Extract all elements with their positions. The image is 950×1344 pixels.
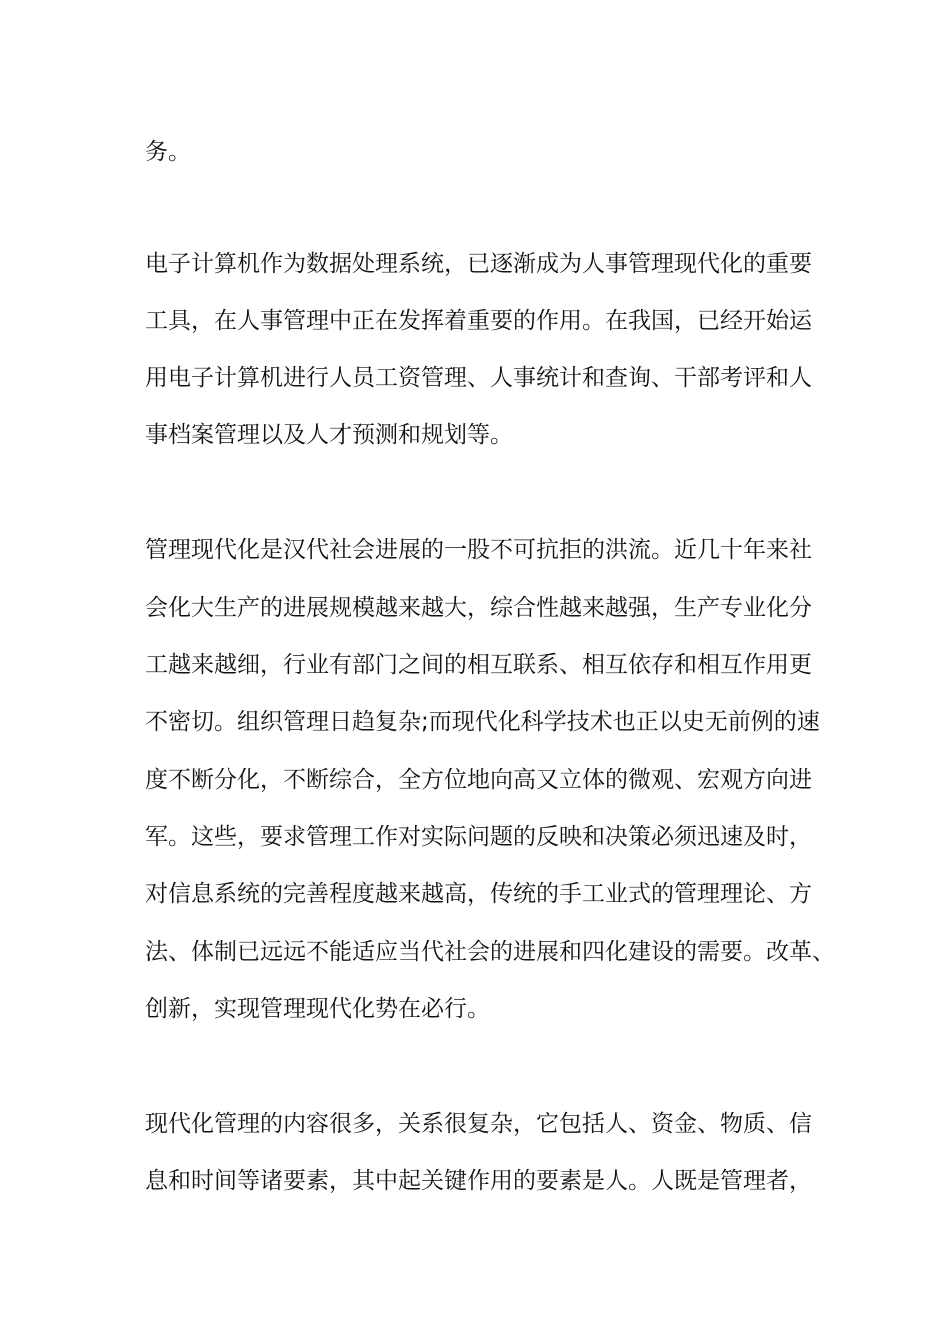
paragraph-3-line-7: 对信息系统的完善程度越来越高，传统的手工业式的管理理论、方: [145, 881, 812, 907]
paragraph-3-line-8: 法、体制已远远不能适应当代社会的进展和四化建设的需要。改革、: [145, 939, 835, 965]
paragraph-1-line-1: 务。: [145, 139, 191, 165]
paragraph-2-line-1: 电子计算机作为数据处理系统，已逐渐成为人事管理现代化的重要: [145, 251, 812, 277]
paragraph-3-line-1: 管理现代化是汉代社会进展的一股不可抗拒的洪流。近几十年来社: [145, 537, 812, 563]
paragraph-3-line-2: 会化大生产的进展规模越来越大，综合性越来越强，生产专业化分: [145, 595, 812, 621]
paragraph-2-line-3: 用电子计算机进行人员工资管理、人事统计和查询、干部考评和人: [145, 365, 812, 391]
paragraph-3-line-5: 度不断分化，不断综合，全方位地向高又立体的微观、宏观方向进: [145, 767, 812, 793]
paragraph-3-line-9: 创新，实现管理现代化势在必行。: [145, 996, 490, 1022]
paragraph-3-line-3: 工越来越细，行业有部门之间的相互联系、相互依存和相互作用更: [145, 652, 812, 678]
paragraph-3-line-4: 不密切。组织管理日趋复杂;而现代化科学技术也正以史无前例的速: [145, 709, 820, 735]
paragraph-3-line-6: 军。这些，要求管理工作对实际问题的反映和决策必须迅速及时，: [145, 824, 812, 850]
paragraph-4-line-1: 现代化管理的内容很多，关系很复杂，它包括人、资金、物质、信: [145, 1111, 812, 1137]
paragraph-2-line-2: 工具，在人事管理中正在发挥着重要的作用。在我国，已经开始运: [145, 308, 812, 334]
paragraph-4-line-2: 息和时间等诸要素，其中起关键作用的要素是人。人既是管理者，: [145, 1168, 812, 1194]
paragraph-2-line-4: 事档案管理以及人才预测和规划等。: [145, 422, 513, 448]
